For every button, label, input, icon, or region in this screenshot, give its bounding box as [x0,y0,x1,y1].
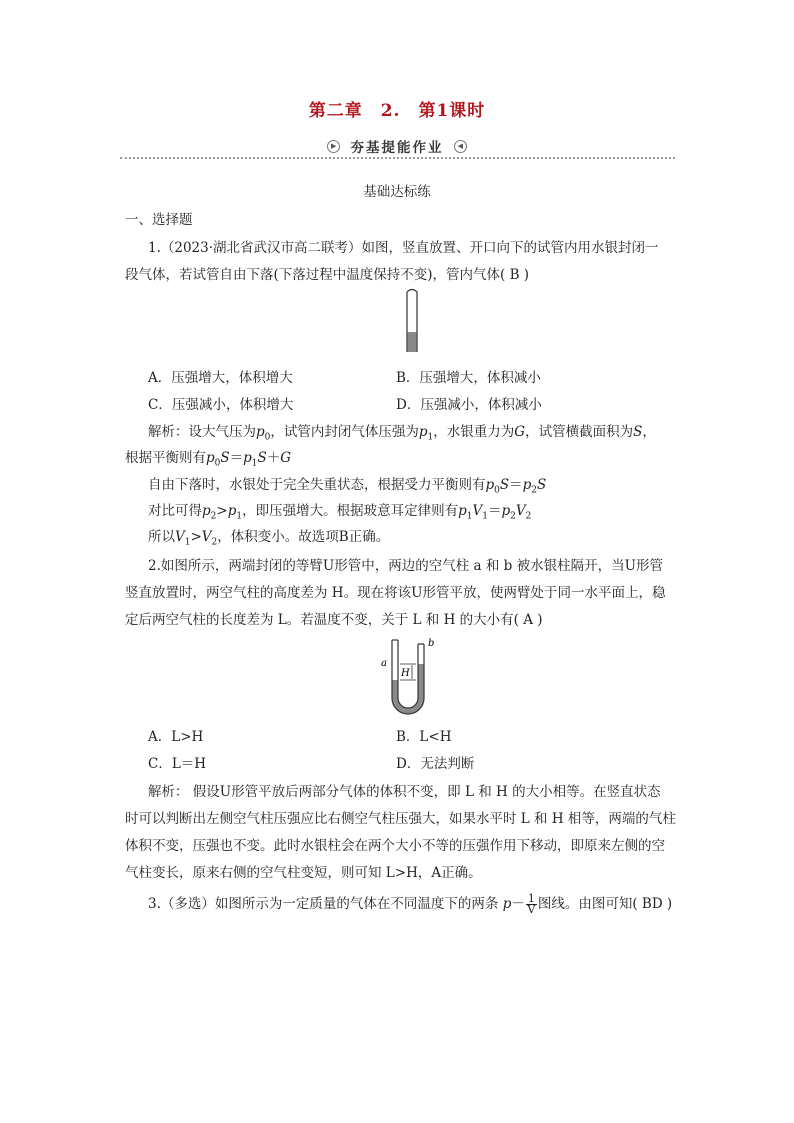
q1-stem-line2: 段气体，若试管自由下落(下落过程中温度保持不变)，管内气体( B ) [125,267,530,283]
label-h: H [401,668,410,679]
q1-solution-line3: 自由下落时，水银处于完全失重状态，根据受力平衡则有$p_0S=p_2S$ [148,477,547,496]
test-tube-figure [402,288,422,354]
banner-label: 夯基提能作业 [350,140,444,156]
homework-banner [0,136,794,156]
q1-option-a: A．压强增大，体积增大 [148,370,293,386]
play-left-icon: ◀ [454,140,467,153]
q2-option-a: A．L>H [148,729,204,745]
q2-option-b: B．L<H [396,729,452,745]
label-a: a [381,658,387,669]
q2-solution-line2: 时可以判断出左侧空气柱压强应比右侧空气柱压强大，如果水平时 L 和 H 相等，两端的气柱 [125,811,676,827]
q1-solution-line5: 所以$V_1>V_2$，体积变小。故选项B正确。 [148,529,390,548]
q3-stem-line1: 3.（多选）如图所示为一定质量的气体在不同温度下的两条 p－ $\frac{1}{V}$ 图线。由图可知( BD ) [148,892,673,916]
q2-option-d: D．无法判断 [396,756,475,772]
mercury-column [408,332,417,352]
play-right-icon: ▶ [327,140,340,153]
question-category: 一、选择题 [125,212,193,228]
q1-solution-line1: 解析：设大气压为$p_0$，试管内封闭气体压强为$p_1$，水银重力为G，试管横截面积为S， [148,424,656,443]
dotted-divider [120,157,675,159]
q1-solution-line2: 根据平衡则有$p_0S=p_1S+G$ [125,450,292,469]
q1-option-b: B．压强增大，体积减小 [396,370,541,386]
label-b: b [428,638,435,649]
q2-stem-line1: 2.如图所示，两端封闭的等臂U形管中，两边的空气柱 a 和 b 被水银柱隔开，当U形管 [148,558,663,574]
q2-option-c: C．L＝H [148,756,207,772]
q2-stem-line2: 竖直放置时，两空气柱的高度差为 H。现在将该U形管平放，使两臂处于同一水平面上，稳 [125,585,666,601]
q1-option-d: D．压强减小，体积减小 [396,397,542,413]
q1-stem-line1: 1.（2023·湖北省武汉市高二联考）如图，竖直放置、开口向下的试管内用水银封闭一 [148,240,659,256]
u-tube-figure [378,636,440,718]
page-title: 第二章 2. 第1课时 [308,101,486,121]
q1-option-c: C．压强减小，体积增大 [148,397,294,413]
q1-solution-line4: 对比可得$p_2>p_1$，即压强增大。根据玻意耳定律则有$p_1V_1=p_2V_2$ [148,503,532,522]
q2-stem-line3: 定后两空气柱的长度差为 L。若温度不变，关于 L 和 H 的大小有( A ) [125,612,543,628]
q2-solution-line3: 体积不变，压强也不变。此时水银柱会在两个大小不等的压强作用下移动，即原来左侧的空 [125,838,665,854]
q2-solution-line1: 解析： 假设U形管平放后两部分气体的体积不变，即 L 和 H 的大小相等。在竖直状态 [148,784,661,800]
q2-solution-line4: 气柱变长，原来右侧的空气柱变短，则可知 L>H，A正确。 [125,865,482,881]
section-heading: 基础达标练 [363,184,431,200]
one-over-v-fraction: $\frac{1}{V}$ [527,892,536,916]
